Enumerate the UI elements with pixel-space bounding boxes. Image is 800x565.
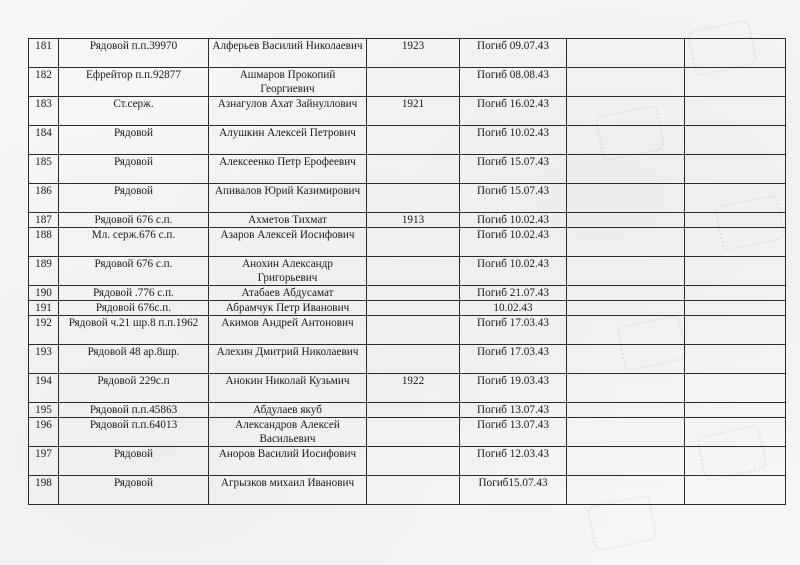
full-name-cell: Алексеенко Петр Ерофеевич [209,155,367,184]
table-row [29,184,786,213]
empty-cell [685,39,786,68]
empty-cell [685,403,786,418]
empty-cell [567,476,685,505]
full-name-cell: Анокин Николай Кузьмич [209,374,367,403]
birth-year-cell [367,345,460,374]
empty-cell [685,213,786,228]
empty-cell [567,301,685,316]
fate-date-cell: Погиб 17.03.43 [460,316,567,345]
rank-unit-cell: Рядовой 48 ар.8шр. [59,345,209,374]
table-row [29,39,786,68]
row-number: 189 [29,257,59,286]
rank-unit-cell: Мл. серж.676 с.п. [59,228,209,257]
rank-unit-cell: Рядовой п.п.39970 [59,39,209,68]
rank-unit-cell: Рядовой [59,126,209,155]
casualty-register-table [28,38,786,505]
empty-cell [685,126,786,155]
full-name-cell: Апивалов Юрий Казимирович [209,184,367,213]
birth-year-cell [367,228,460,257]
full-name-cell: Алферьев Василий Николаевич [209,39,367,68]
row-number: 186 [29,184,59,213]
birth-year-cell [367,155,460,184]
row-number: 197 [29,447,59,476]
empty-cell [567,345,685,374]
row-number: 198 [29,476,59,505]
row-number: 195 [29,403,59,418]
empty-cell [567,228,685,257]
full-name-cell: Александров Алексей Васильевич [209,418,367,447]
row-number: 182 [29,68,59,97]
fate-date-cell: Погиб 12.03.43 [460,447,567,476]
full-name-cell: Алушкин Алексей Петрович [209,126,367,155]
empty-cell [685,476,786,505]
empty-cell [685,316,786,345]
birth-year-cell [367,68,460,97]
full-name-cell: Анохин Александр Григорьевич [209,257,367,286]
empty-cell [567,39,685,68]
empty-cell [567,97,685,126]
birth-year-cell [367,257,460,286]
empty-cell [567,418,685,447]
row-number: 183 [29,97,59,126]
birth-year-cell: 1923 [367,39,460,68]
empty-cell [567,155,685,184]
table-row [29,345,786,374]
fate-date-cell: Погиб 10.02.43 [460,257,567,286]
rank-unit-cell: Рядовой п.п.45863 [59,403,209,418]
empty-cell [567,447,685,476]
rank-unit-cell: Рядовой п.п.64013 [59,418,209,447]
row-number: 193 [29,345,59,374]
table-row [29,155,786,184]
row-number: 184 [29,126,59,155]
empty-cell [567,374,685,403]
empty-cell [567,316,685,345]
table-row [29,403,786,418]
fate-date-cell: Погиб 17.03.43 [460,345,567,374]
full-name-cell: Аноров Василий Иосифович [209,447,367,476]
fate-date-cell: Погиб 13.07.43 [460,418,567,447]
table-row [29,68,786,97]
table-row [29,228,786,257]
fate-date-cell: Погиб 13.07.43 [460,403,567,418]
fate-date-cell: Погиб 08.08.43 [460,68,567,97]
empty-cell [685,257,786,286]
birth-year-cell [367,301,460,316]
table-row [29,374,786,403]
fate-date-cell: Погиб 09.07.43 [460,39,567,68]
empty-cell [567,403,685,418]
table-row [29,286,786,301]
birth-year-cell [367,418,460,447]
row-number: 181 [29,39,59,68]
full-name-cell: Ашмаров Прокопий Георгиевич [209,68,367,97]
rank-unit-cell: Рядовой [59,476,209,505]
row-number: 188 [29,228,59,257]
birth-year-cell [367,316,460,345]
table-row [29,301,786,316]
rank-unit-cell: Рядовой 676 с.п. [59,257,209,286]
birth-year-cell [367,286,460,301]
fate-date-cell: Погиб15.07.43 [460,476,567,505]
birth-year-cell [367,447,460,476]
birth-year-cell: 1921 [367,97,460,126]
empty-cell [685,418,786,447]
table-body [29,39,786,505]
empty-cell [567,286,685,301]
birth-year-cell [367,126,460,155]
full-name-cell: Азнагулов Ахат Зайнуллович [209,97,367,126]
empty-cell [567,213,685,228]
rank-unit-cell: Рядовой 229с.п [59,374,209,403]
birth-year-cell [367,403,460,418]
empty-cell [685,447,786,476]
empty-cell [685,155,786,184]
table-row [29,97,786,126]
rank-unit-cell: Рядовой ч.21 шр.8 п.п.1962 [59,316,209,345]
table-row [29,316,786,345]
empty-cell [685,68,786,97]
table-row [29,418,786,447]
fate-date-cell: Погиб 10.02.43 [460,228,567,257]
table-row [29,213,786,228]
rank-unit-cell: Ефрейтор п.п.92877 [59,68,209,97]
full-name-cell: Агрызков михаил Иванович [209,476,367,505]
full-name-cell: Абрамчук Петр Иванович [209,301,367,316]
empty-cell [567,68,685,97]
rank-unit-cell: Рядовой 676 с.п. [59,213,209,228]
table-row [29,476,786,505]
empty-cell [685,286,786,301]
row-number: 194 [29,374,59,403]
fate-date-cell: Погиб 16.02.43 [460,97,567,126]
full-name-cell: Ахметов Тихмат [209,213,367,228]
rank-unit-cell: Ст.серж. [59,97,209,126]
full-name-cell: Атабаев Абдусамат [209,286,367,301]
empty-cell [685,97,786,126]
fate-date-cell: Погиб 15.07.43 [460,184,567,213]
row-number: 196 [29,418,59,447]
fate-date-cell: Погиб 21.07.43 [460,286,567,301]
empty-cell [685,228,786,257]
full-name-cell: Азаров Алексей Иосифович [209,228,367,257]
birth-year-cell: 1922 [367,374,460,403]
birth-year-cell [367,184,460,213]
full-name-cell: Алехин Дмитрий Николаевич [209,345,367,374]
rank-unit-cell: Рядовой [59,155,209,184]
row-number: 190 [29,286,59,301]
full-name-cell: Абдулаев якуб [209,403,367,418]
birth-year-cell [367,476,460,505]
empty-cell [685,301,786,316]
fate-date-cell: Погиб 15.07.43 [460,155,567,184]
birth-year-cell: 1913 [367,213,460,228]
row-number: 185 [29,155,59,184]
rank-unit-cell: Рядовой 676с.п. [59,301,209,316]
fate-date-cell: Погиб 10.02.43 [460,126,567,155]
empty-cell [685,374,786,403]
rank-unit-cell: Рядовой [59,447,209,476]
table-row [29,257,786,286]
empty-cell [685,184,786,213]
row-number: 192 [29,316,59,345]
rank-unit-cell: Рядовой [59,184,209,213]
empty-cell [685,345,786,374]
row-number: 191 [29,301,59,316]
empty-cell [567,126,685,155]
row-number: 187 [29,213,59,228]
table-row [29,126,786,155]
full-name-cell: Акимов Андрей Антонович [209,316,367,345]
empty-cell [567,257,685,286]
rank-unit-cell: Рядовой .776 с.п. [59,286,209,301]
fate-date-cell: Погиб 10.02.43 [460,213,567,228]
empty-cell [567,184,685,213]
fate-date-cell: 10.02.43 [460,301,567,316]
fate-date-cell: Погиб 19.03.43 [460,374,567,403]
table-row [29,447,786,476]
